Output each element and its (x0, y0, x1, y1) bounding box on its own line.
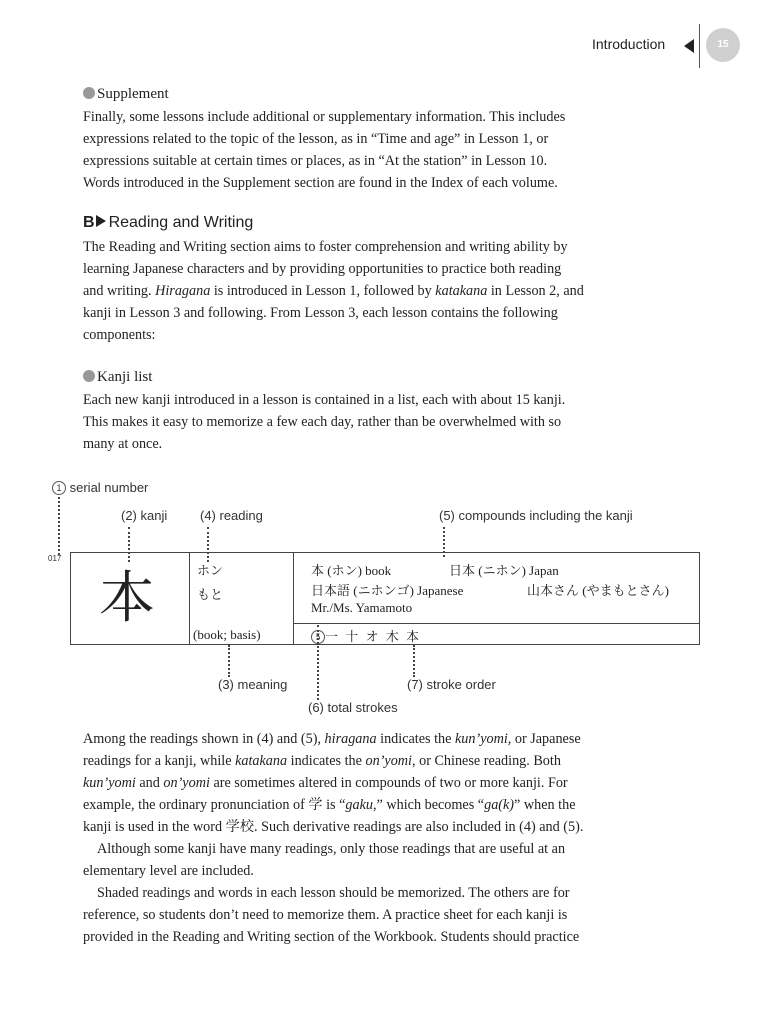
triangle-right-icon (96, 215, 106, 227)
text-line: Although some kanji have many readings, only those readings that are useful at an (97, 841, 566, 857)
italic-term: Hiragana (155, 283, 211, 299)
bullet-dot-icon (83, 370, 95, 382)
kanji-list-heading (83, 369, 152, 386)
leader-line (317, 625, 319, 700)
text-line (83, 772, 701, 794)
stroke-count: 5 (311, 630, 325, 644)
text-line: Each new kanji introduced in a lesson is contained in a list, each with about 15 kanji. (83, 392, 566, 408)
supplement-title: Supplement (97, 86, 169, 102)
leader-line (58, 497, 60, 555)
text-run: and (135, 775, 164, 791)
text-line: provided in the Reading and Writing section of the Workbook. Students should practice (83, 929, 580, 945)
text-line: Shaded readings and words in each lesson should be memorized. The others are for (97, 885, 570, 901)
text-run: indicates the (287, 753, 366, 769)
italic-term: gaku (345, 797, 373, 813)
label-compounds: (5) compounds including the kanji (439, 508, 633, 523)
text-line (83, 728, 701, 750)
kanji-entry-table (70, 552, 700, 645)
leader-line (413, 645, 415, 677)
text-line: kanji is used in the word 学校. Such derivative readings are also included in (4) and (5). (83, 819, 584, 835)
reading-writing-paragraph (83, 236, 701, 346)
circled-number: 1 (52, 481, 66, 495)
italic-term: kun’yomi (83, 775, 136, 791)
text-run: , or Chinese reading. Both (412, 753, 561, 769)
section-title: Reading and Writing (108, 214, 254, 231)
text-run: is introduced in Lesson 1, followed by (210, 283, 436, 299)
compound: 山本さん (やまもとさん) (527, 583, 669, 598)
bullet-dot-icon (83, 87, 95, 99)
supplement-paragraph (83, 106, 701, 194)
text-line: learning Japanese characters and by providing opportunities to practice both reading (83, 261, 562, 277)
section-letter: B (83, 214, 95, 231)
text-line: elementary level are included. (83, 863, 254, 879)
triangle-left-icon (684, 39, 694, 53)
text-line: expressions related to the topic of the lesson, as in “Time and age” in Lesson 1, or (83, 131, 549, 147)
kanji-character: 本 (99, 568, 155, 630)
italic-term: on’yomi (365, 753, 412, 769)
text-run: example, the ordinary pronunciation of 学 is “ (83, 797, 346, 813)
italic-term: kun’yomi (454, 731, 508, 747)
serial-number: 017 (48, 554, 62, 563)
compound: 本 (ホン) book (311, 563, 392, 578)
compound-meaning: Mr./Ms. Yamamoto (311, 600, 413, 615)
text-line: expressions suitable at certain times or places, as in “At the station” in Lesson 10. (83, 153, 548, 169)
text-run: ” when the (514, 797, 576, 813)
text-line: many at once. (83, 436, 163, 452)
stroke-order: 一 十 オ 木 本 (325, 629, 422, 644)
text-run: , or Japanese (507, 731, 581, 747)
italic-term: on’yomi (163, 775, 210, 791)
supplement-heading (83, 86, 169, 103)
text-line: Finally, some lessons include additional or supplementary information. This includes (83, 109, 566, 125)
leader-line (228, 645, 230, 677)
text-line (83, 794, 701, 816)
text-line: This makes it easy to memorize a few each day, rather than be overwhelmed with so (83, 414, 562, 430)
text-run: Among the readings shown in (4) and (5), (83, 731, 325, 747)
column-divider (189, 553, 190, 644)
page-number: 15 (706, 28, 740, 62)
text-line (83, 280, 701, 302)
text-line: The Reading and Writing section aims to foster comprehension and writing ability by (83, 239, 568, 255)
kanji-list-title: Kanji list (97, 369, 153, 385)
text-run: and writing. (83, 283, 156, 299)
on-reading: ホン (197, 563, 224, 578)
label-total-strokes: (6) total strokes (308, 700, 398, 715)
section-label: Introduction (592, 36, 666, 52)
text-line: reference, so students don’t need to memorize them. A practice sheet for each kanji is (83, 907, 568, 923)
running-header (560, 36, 750, 56)
text-run: indicates the (376, 731, 455, 747)
text-line (83, 750, 701, 772)
compound: 日本 (ニホン) Japan (449, 563, 559, 578)
label-kanji: (2) kanji (121, 508, 168, 523)
column-divider (293, 553, 294, 644)
italic-term: katakana (235, 753, 288, 769)
kun-reading: もと (197, 587, 224, 602)
text-run: in Lesson 2, and (487, 283, 584, 299)
kanji-list-paragraph (83, 389, 701, 455)
stroke-info (311, 626, 421, 645)
row-divider (293, 623, 699, 624)
text-run: are sometimes altered in compounds of two or more kanji. For (209, 775, 568, 791)
text-run: ,” which becomes “ (373, 797, 485, 813)
text-run: readings for a kanji, while (83, 753, 236, 769)
label-stroke-order: (7) stroke order (407, 677, 496, 692)
italic-term: ga(k) (484, 797, 515, 813)
meaning: (book; basis) (193, 627, 261, 642)
label-reading: (4) reading (200, 508, 263, 523)
text-line: components: (83, 327, 156, 343)
label-serial-number (52, 480, 148, 495)
readings-paragraph (83, 728, 701, 948)
label-text: serial number (69, 480, 149, 495)
header-divider (699, 24, 700, 68)
text-line: kanji in Lesson 3 and following. From Lesson 3, each lesson contains the following (83, 305, 558, 321)
text-line: Words introduced in the Supplement section are found in the Index of each volume. (83, 175, 558, 191)
italic-term: hiragana (324, 731, 377, 747)
compound: 日本語 (ニホンゴ) Japanese (311, 583, 464, 598)
label-meaning: (3) meaning (218, 677, 288, 692)
reading-writing-heading (83, 214, 253, 232)
italic-term: katakana (435, 283, 488, 299)
